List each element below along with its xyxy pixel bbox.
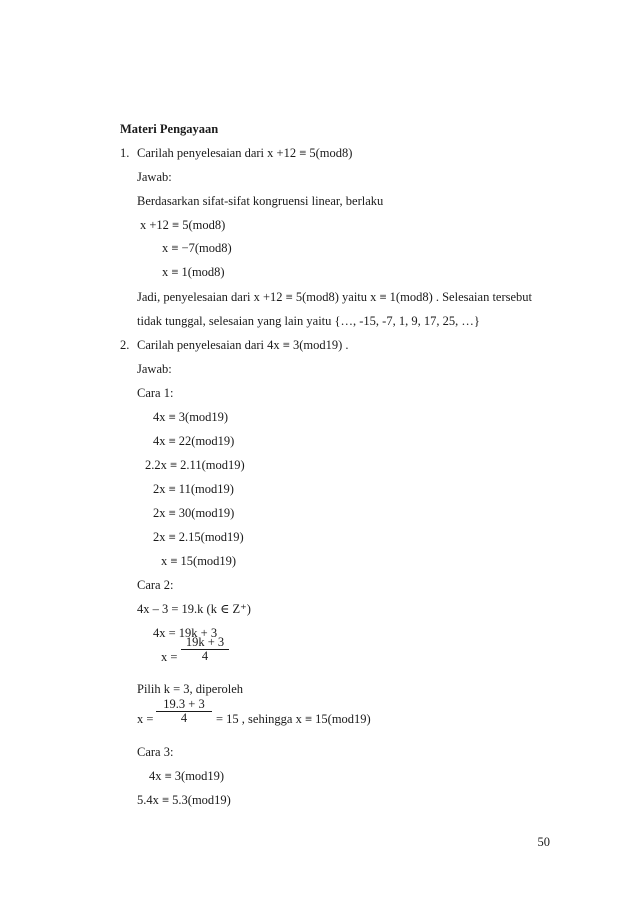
cara-1-step: 2x ≡ 11(mod19) (153, 482, 234, 496)
problem-1-step: x ≡ −7(mod8) (162, 241, 232, 255)
cara-1-step: 2x ≡ 2.15(mod19) (153, 530, 244, 544)
cara-2-calc-result: = 15 , sehingga x ≡ 15(mod19) (216, 712, 371, 726)
problem-1-step: x +12 ≡ 5(mod8) (140, 218, 226, 232)
cara-1-step: x ≡ 15(mod19) (161, 554, 237, 568)
cara-2-fraction-lhs: x = (161, 650, 178, 664)
fraction-numerator: 19.3 + 3 (156, 698, 212, 712)
problem-1-question: Carilah penyelesaian dari x +12 ≡ 5(mod8) (137, 146, 353, 160)
cara-2-calc-lhs: x = (137, 712, 154, 726)
fraction-denominator: 4 (201, 649, 209, 663)
fraction-denominator: 4 (180, 711, 188, 725)
cara-1-step: 4x ≡ 22(mod19) (153, 434, 235, 448)
problem-1-step: x ≡ 1(mod8) (162, 265, 225, 279)
problem-2-number: 2. (120, 338, 130, 352)
problem-1-conclusion: Jadi, penyelesaian dari x +12 ≡ 5(mod8) yaitu x ≡ 1(mod8) . Selesaian tersebut (137, 290, 533, 304)
problem-1-conclusion: tidak tunggal, selesaian yang lain yaitu {…, -15, -7, 1, 9, 17, 25, …} (137, 314, 480, 328)
cara-2-step: 4x – 3 = 19.k (k ∈ Z⁺) (137, 602, 251, 616)
cara-2-fraction (181, 636, 229, 663)
problem-1-intro: Berdasarkan sifat-sifat kongruensi linear, berlaku (137, 194, 384, 208)
cara-3-label: Cara 3: (137, 745, 174, 759)
cara-1-step: 2.2x ≡ 2.11(mod19) (145, 458, 245, 472)
fraction-numerator: 19k + 3 (181, 636, 229, 650)
cara-2-calc-fraction (156, 698, 212, 725)
section-title: Materi Pengayaan (120, 122, 219, 136)
cara-2-label: Cara 2: (137, 578, 174, 592)
cara-2-step: 4x = 19k + 3 (153, 626, 218, 640)
cara-1-step: 2x ≡ 30(mod19) (153, 506, 235, 520)
problem-1-answer-label: Jawab: (137, 170, 172, 184)
cara-2-pilih: Pilih k = 3, diperoleh (137, 682, 243, 696)
problem-2-question: Carilah penyelesaian dari 4x ≡ 3(mod19) . (137, 338, 349, 352)
cara-1-step: 4x ≡ 3(mod19) (153, 410, 229, 424)
page-number: 50 (537, 835, 550, 849)
problem-2-answer-label: Jawab: (137, 362, 172, 376)
cara-3-step: 5.4x ≡ 5.3(mod19) (137, 793, 231, 807)
cara-3-step: 4x ≡ 3(mod19) (149, 769, 225, 783)
problem-1-number: 1. (120, 146, 130, 160)
cara-1-label: Cara 1: (137, 386, 174, 400)
